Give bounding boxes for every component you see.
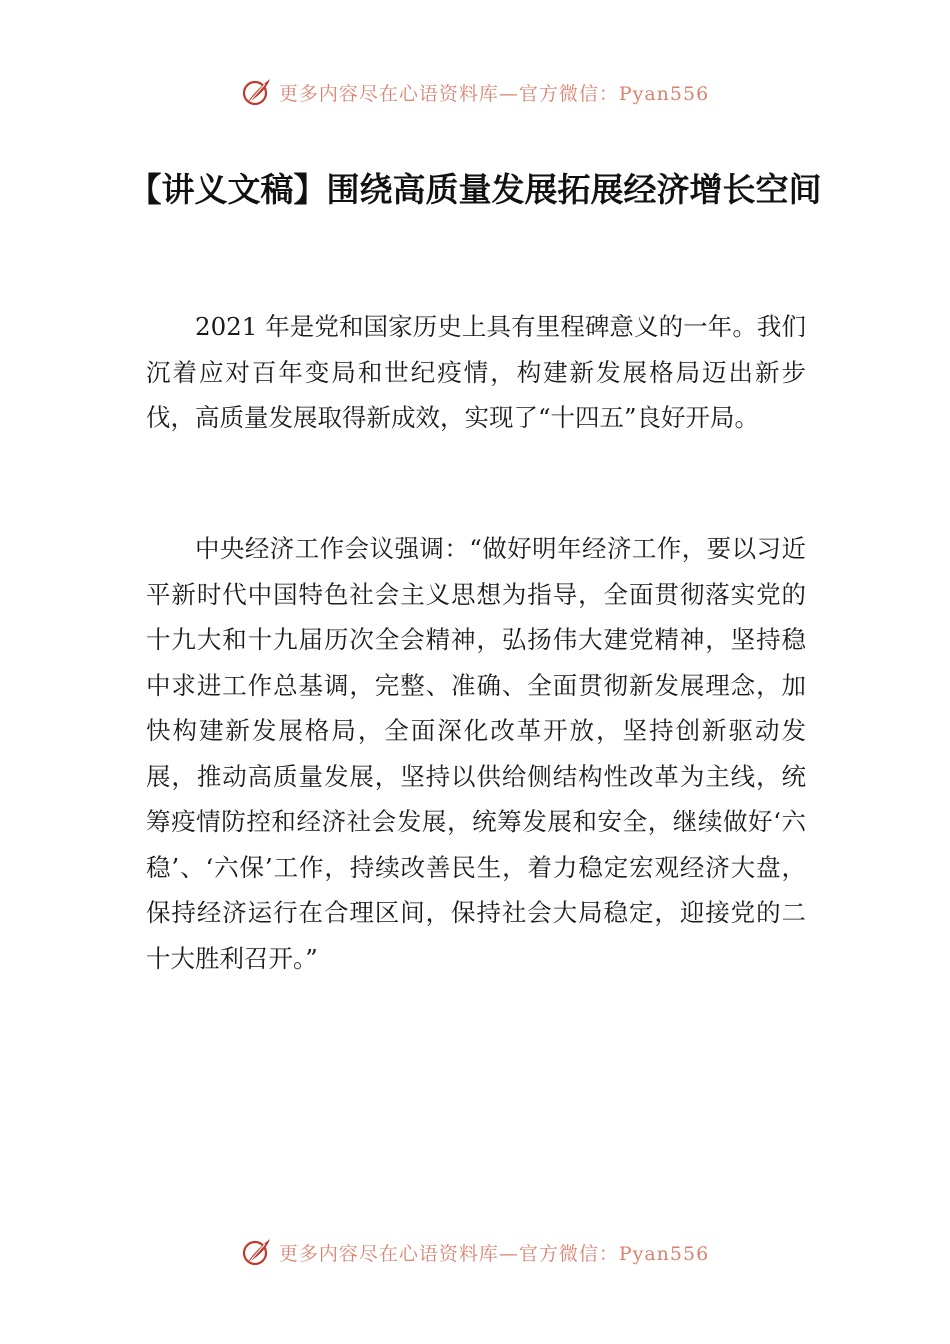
document-title: 【讲义文稿】围绕高质量发展拓展经济增长空间 (128, 170, 822, 209)
header-banner-text: 更多内容尽在心语资料库—官方微信：Pyan556 (278, 82, 710, 105)
footer-banner (0, 1232, 950, 1272)
paragraph-1: 2021 年是党和国家历史上具有里程碑意义的一年。我们沉着应对百年变局和世纪疫情，构建新发展格局迈出新步伐，高质量发展取得新成效，实现了“十四五”良好开局。 (146, 312, 806, 432)
quill-logo-icon (241, 76, 273, 108)
header-banner (0, 72, 950, 112)
footer-banner-text: 更多内容尽在心语资料库—官方微信：Pyan556 (278, 1242, 710, 1265)
quill-logo-icon (241, 1236, 273, 1268)
paragraph-2: 中央经济工作会议强调：“做好明年经济工作，要以习近平新时代中国特色社会主义思想为指导，全面贯彻落实党的十九大和十九届历次全会精神，弘扬伟大建党精神，坚持稳中求进工作总基调，完整、准确、全面贯彻新发展理念，加快构建新发展格局，全面深化改革开放，坚持创新驱动发展，推动高质量发展，坚持以供给侧结构性改革为主线，统筹疫情防控和经济社会发展，统筹发展和安全，继续做好‘六稳’、‘六保’工作，持续改善民生，着力稳定宏观经济大盘，保持经济运行在合理区间，保持社会大局稳定，迎接党的二十大胜利召开。” (146, 534, 806, 973)
